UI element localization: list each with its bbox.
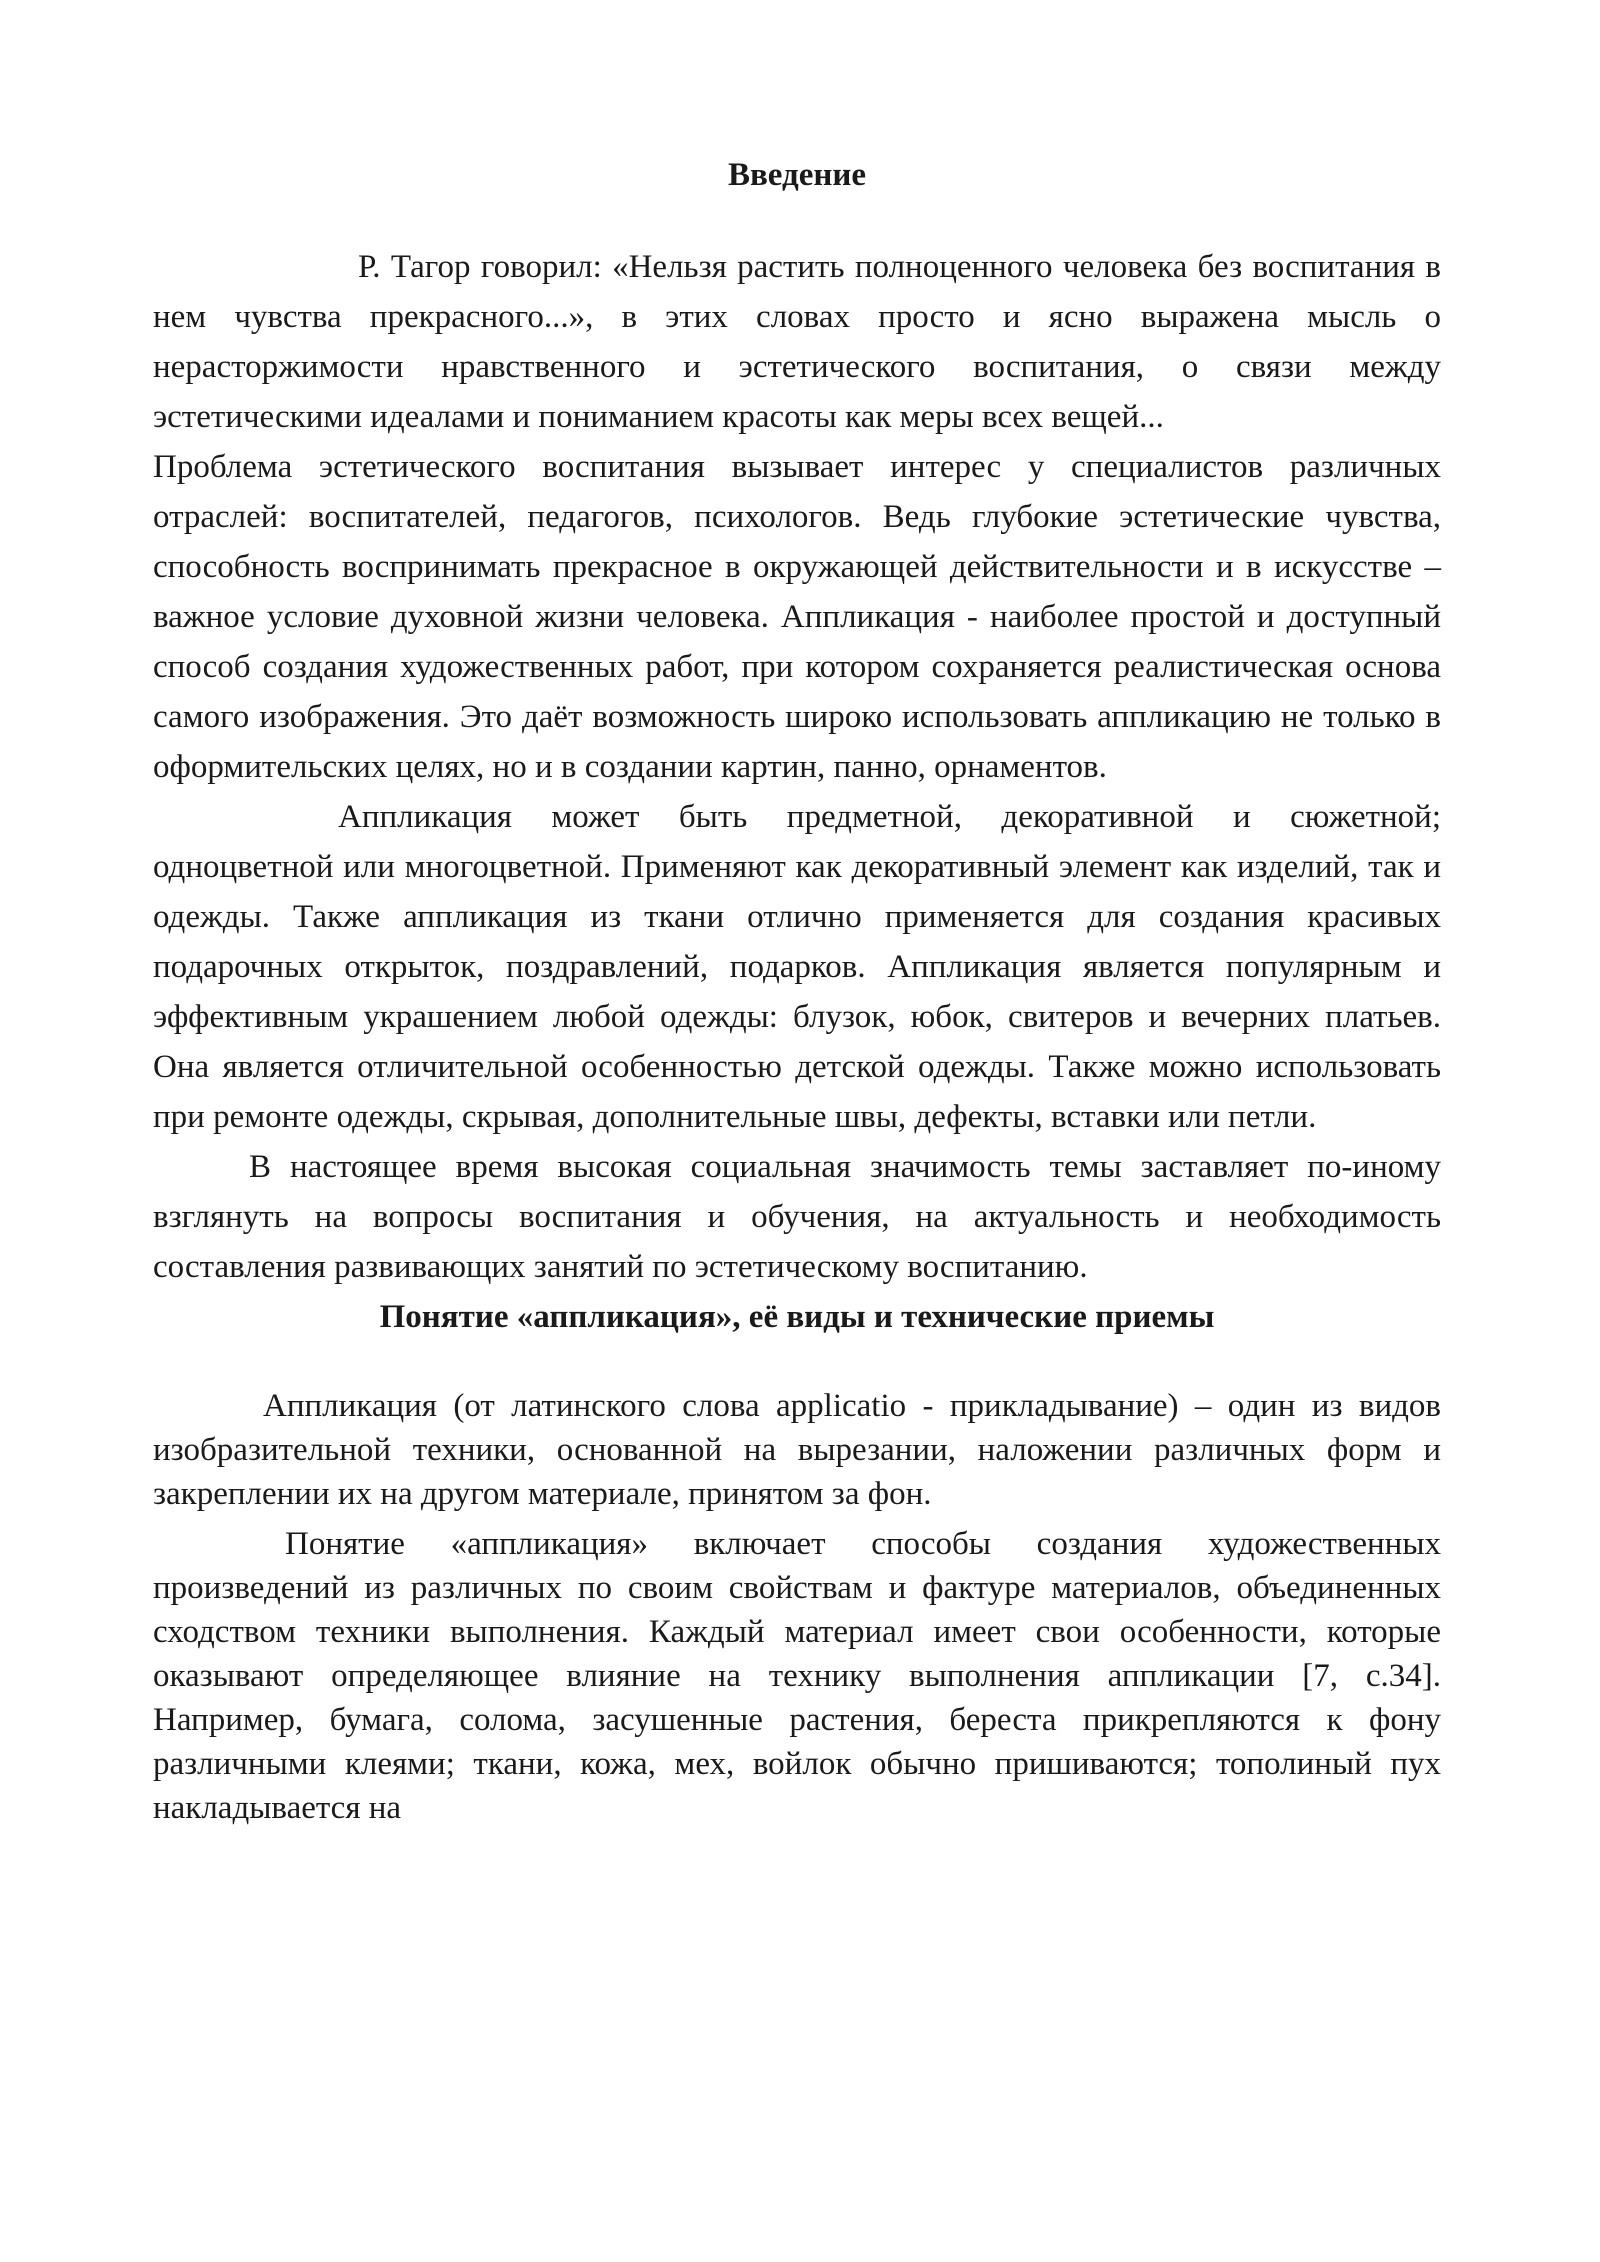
paragraph-aesthetic-education: Проблема эстетического воспитания вызывает интерес у специалистов различных отраслей: воспитателей, педагогов, психологов. Ведь глубокие эстетические чувства, способность воспринимать прекрасное в окружающей действительности и в искусстве – важное условие духовной жизни человека. Аппликация - наиболее простой и доступный способ создания художественных работ, при котором сохраняется реалистическая основа самого изображения. Это даёт возможность широко использовать аппликацию не только в оформительских целях, но и в создании картин, панно, орнаментов. <box>153 449 1441 785</box>
paragraph-tagore-quote: Р. Тагор говорил: «Нельзя растить полноценного человека без воспитания в нем чувства прекрасного...», в этих словах просто и ясно выражена мысль о нерасторжимости нравственного и эстетического воспитания, о связи между эстетическими идеалами и пониманием красоты как меры всех вещей... <box>153 249 1441 435</box>
paragraph-definition: Аппликация (от латинского слова applicatio - прикладывание) – один из видов изобразительной техники, основанной на вырезании, наложении различных форм и закреплении их на другом материале, принятом за фон. <box>153 1388 1441 1512</box>
page-title: Введение <box>727 157 867 193</box>
section-heading: Понятие «аппликация», её виды и технические приемы <box>379 1299 1215 1335</box>
intro-section <box>153 242 1441 1292</box>
paragraph-materials: Понятие «аппликация» включает способы создания художественных произведений из различных по своим свойствам и фактуре материалов, объединенных сходством техники выполнения. Каждый материал имеет свои особенности, которые оказывают определяющее влияние на технику выполнения аппликации [7, с.34]. Например, бумага, солома, засушенные растения, береста прикрепляются к фону различными клеями; ткани, кожа, мех, войлок обычно пришиваются; тополиный пух накладывается на <box>153 1526 1441 1826</box>
document-body <box>153 150 1441 1830</box>
paragraph-applique-types: Аппликация может быть предметной, декоративной и сюжетной; одноцветной или многоцветной. Применяют как декоративный элемент как изделий, так и одежды. Также аппликация из ткани отлично применяется для создания красивых подарочных открыток, поздравлений, подарков. Аппликация является популярным и эффективным украшением любой одежды: блузок, юбок, свитеров и вечерних платьев. Она является отличительной особенностью детской одежды. Также можно использовать при ремонте одежды, скрывая, дополнительные швы, дефекты, вставки или петли. <box>153 799 1441 1135</box>
paragraph-relevance: В настоящее время высокая социальная значимость темы заставляет по-иному взглянуть на вопросы воспитания и обучения, на актуальность и необходимость составления развивающих занятий по эстетическому воспитанию. <box>153 1149 1441 1285</box>
concept-section <box>153 1384 1441 1830</box>
